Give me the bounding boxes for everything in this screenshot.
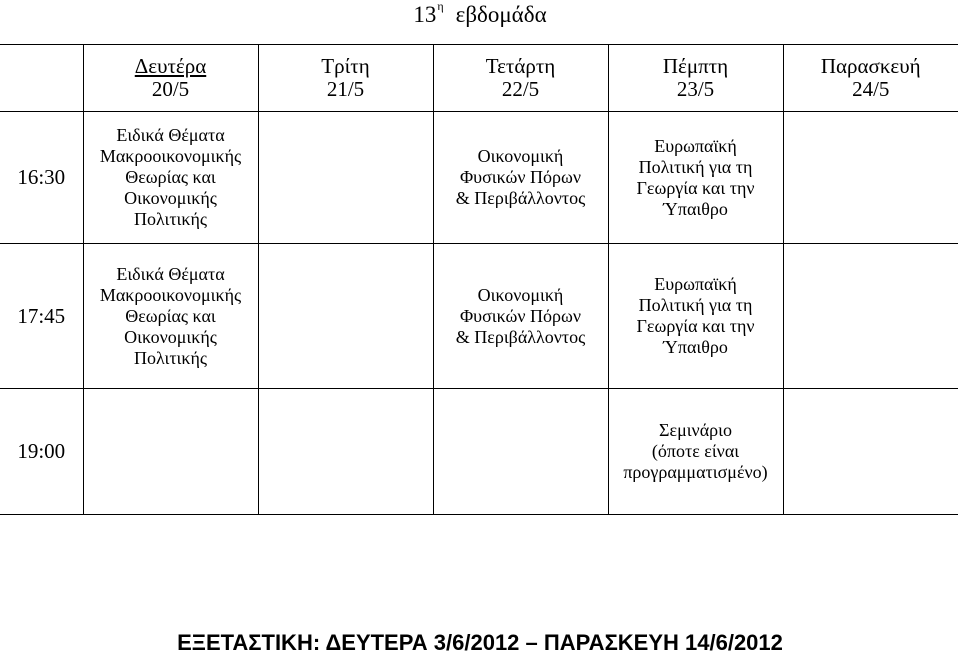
class-cell-tuesday	[258, 389, 433, 515]
class-text: Οικονομικής	[124, 188, 217, 208]
class-cell-tuesday	[258, 112, 433, 244]
class-cell-wednesday	[433, 389, 608, 515]
class-cell-thursday	[608, 112, 783, 244]
class-text: Σεμινάριο	[659, 420, 732, 440]
class-text: Οικονομικής	[124, 326, 217, 347]
class-text: Ειδικά Θέματα	[116, 125, 225, 145]
class-text: Θεωρίας και	[125, 305, 216, 326]
class-cell-friday	[783, 112, 958, 244]
day-name: Πέμπτη	[662, 54, 729, 78]
day-date: 20/5	[151, 77, 190, 101]
class-text: προγραμματισμένο)	[623, 462, 768, 482]
class-text: Ευρωπαϊκή	[654, 274, 737, 294]
day-header-thursday	[608, 45, 783, 112]
class-text: Θεωρίας και	[125, 167, 216, 187]
class-cell-monday	[83, 244, 258, 389]
class-cell-thursday	[608, 389, 783, 515]
week-number-suffix: η	[437, 0, 444, 13]
class-cell-wednesday	[433, 244, 608, 389]
class-text: Ύπαιθρο	[663, 337, 728, 357]
class-cell-monday	[83, 389, 258, 515]
class-text: Ύπαιθρο	[663, 198, 728, 219]
class-text: Ειδικά Θέματα	[116, 263, 225, 284]
day-header-wednesday	[433, 45, 608, 112]
class-cell-tuesday	[258, 244, 433, 389]
day-name: Δευτέρα	[134, 54, 207, 78]
class-cell-thursday	[608, 244, 783, 389]
day-header-friday	[783, 45, 958, 112]
day-header-monday	[83, 45, 258, 112]
class-text: Πολιτικής	[133, 347, 208, 368]
time-cell: 19:00	[0, 389, 83, 515]
timetable	[0, 44, 958, 515]
class-text: Φυσικών Πόρων	[460, 305, 581, 326]
class-text: Γεωργία και την	[636, 177, 755, 198]
class-text: Γεωργία και την	[636, 316, 755, 336]
day-date: 24/5	[852, 77, 890, 101]
slot-row-1900	[0, 389, 958, 515]
class-text: & Περιβάλλοντος	[455, 188, 586, 208]
day-name: Τρίτη	[321, 54, 370, 78]
class-text: Οικονομική	[477, 146, 564, 166]
time-cell: 16:30	[0, 112, 83, 244]
week-title	[0, 2, 960, 31]
slot-row-1745	[0, 244, 958, 389]
day-name: Τετάρτη	[485, 54, 556, 78]
class-text: Ευρωπαϊκή	[654, 135, 737, 156]
class-cell-friday	[783, 389, 958, 515]
class-cell-friday	[783, 244, 958, 389]
class-text: Μακροοικονομικής	[99, 284, 242, 305]
class-text: Πολιτική για τη	[638, 295, 753, 315]
day-date: 21/5	[326, 77, 365, 101]
class-text: Φυσικών Πόρων	[460, 167, 581, 187]
day-date: 22/5	[501, 77, 540, 101]
week-word: εβδομάδα	[455, 2, 547, 27]
class-cell-wednesday	[433, 112, 608, 244]
class-text: Μακροοικονομικής	[99, 146, 242, 166]
day-header-tuesday	[258, 45, 433, 112]
slot-row-1630	[0, 112, 958, 244]
week-number: 13	[413, 2, 437, 27]
class-text: (όποτε είναι	[651, 441, 740, 461]
class-text: & Περιβάλλοντος	[455, 326, 586, 347]
time-cell: 17:45	[0, 244, 83, 389]
corner-cell	[0, 45, 83, 112]
class-text: Πολιτικής	[133, 209, 208, 229]
exam-period-banner: ΕΞΕΤΑΣΤΙΚΗ: ΔΕΥΤΕΡΑ 3/6/2012 – ΠΑΡΑΣΚΕΥΗ 14/6/2012	[177, 630, 783, 655]
class-cell-monday	[83, 112, 258, 244]
day-date: 23/5	[676, 77, 715, 101]
class-text: Πολιτική για τη	[638, 156, 753, 177]
day-name: Παρασκευή	[820, 54, 921, 78]
class-text: Οικονομική	[477, 284, 564, 305]
day-header-row	[0, 45, 958, 112]
